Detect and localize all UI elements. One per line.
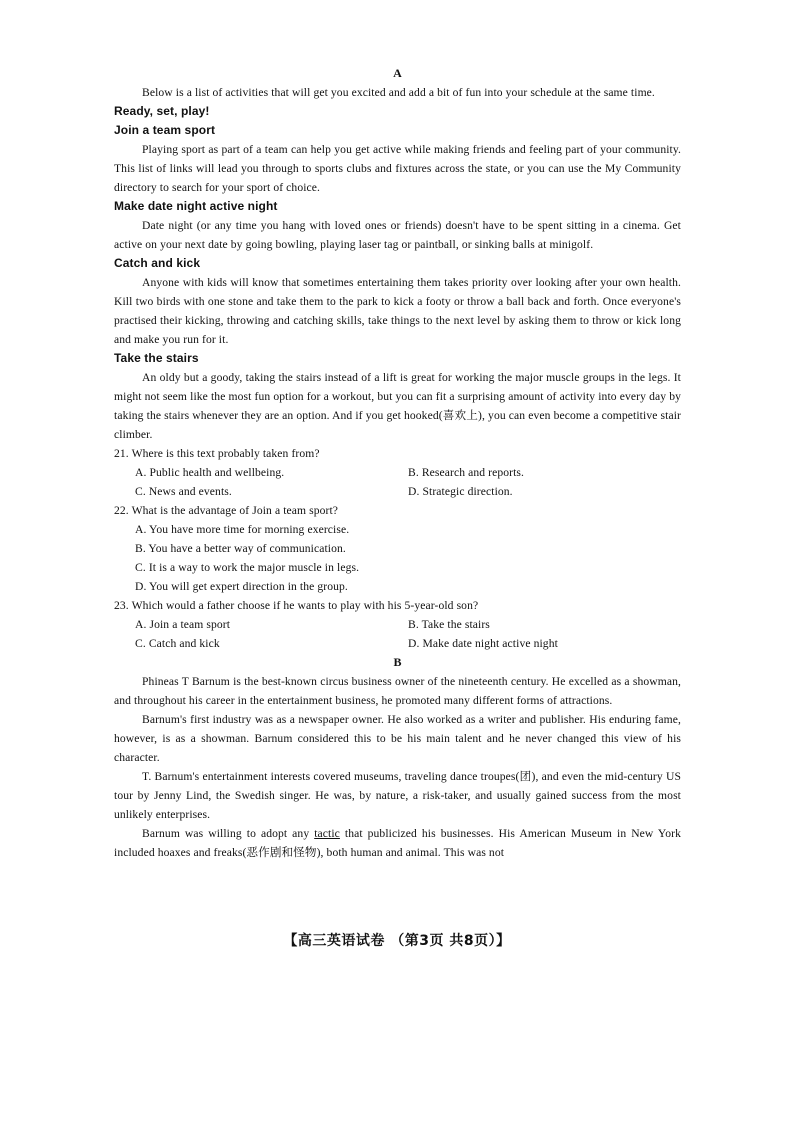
question-22-option-b[interactable]: B. You have a better way of communication. bbox=[135, 542, 346, 555]
question-21-stem: 21. Where is this text probably taken from? bbox=[114, 447, 320, 460]
question-23-option-b[interactable]: B. Take the stairs bbox=[408, 618, 490, 631]
paragraph-4-text-before: Barnum was willing to adopt any bbox=[142, 827, 315, 840]
question-23-option-d[interactable]: D. Make date night active night bbox=[408, 637, 558, 650]
question-22-option-a[interactable]: A. You have more time for morning exercise. bbox=[135, 523, 350, 536]
question-23-options-row-1 bbox=[114, 615, 681, 634]
page-footer: 【高三英语试卷 （第3页 共8页）】 bbox=[283, 933, 511, 949]
question-21-options-row-2 bbox=[114, 482, 681, 501]
question-22-stem: 22. What is the advantage of Join a team sport? bbox=[114, 504, 339, 517]
question-23-options-row-2 bbox=[114, 634, 681, 653]
question-21-option-a[interactable]: A. Public health and wellbeing. bbox=[135, 466, 285, 479]
question-23-stem: 23. Which would a father choose if he wants to play with his 5-year-old son? bbox=[114, 599, 479, 612]
paragraph-4-text-after: that publicized his businesses. His American Museum in New York included hoaxes and freaks(恶作剧和怪物), both human and animal. This was not bbox=[114, 827, 681, 859]
section-a-intro: Below is a list of activities that will get you excited and add a bit of fun into your schedule at the same time. bbox=[142, 86, 655, 99]
activity-text-stairs: An oldy but a goody, taking the stairs instead of a lift is great for working the major muscle groups in the legs. It might not seem like the most fun option for a workout, but you can fit a surprising amount of activity into every day by taking the stairs whenever they are an option. And if you get hooked(喜欢上), you can even become a competitive stair climber. bbox=[114, 371, 681, 441]
activity-heading-team-sport: Join a team sport bbox=[114, 123, 216, 137]
question-22-option-d[interactable]: D. You will get expert direction in the group. bbox=[135, 580, 348, 593]
ready-set-play-heading: Ready, set, play! bbox=[114, 104, 210, 118]
question-23-option-c[interactable]: C. Catch and kick bbox=[135, 637, 220, 650]
activity-heading-date-night: Make date night active night bbox=[114, 199, 278, 213]
question-23-option-a[interactable]: A. Join a team sport bbox=[135, 618, 231, 631]
section-b-paragraph-1: Phineas T Barnum is the best-known circus business owner of the nineteenth century. He excelled as a showman, and throughout his career in the entertainment business, he promoted many different forms of attractions. bbox=[114, 675, 681, 707]
section-b-paragraph-2: Barnum's first industry was as a newspaper owner. He also worked as a writer and publisher. His enduring fame, however, is as a showman. Barnum considered this to be his main talent and he never changed this view of his character. bbox=[114, 713, 681, 764]
activity-heading-stairs: Take the stairs bbox=[114, 351, 199, 365]
question-21-option-c[interactable]: C. News and events. bbox=[135, 485, 232, 498]
section-b-paragraph-4 bbox=[114, 824, 681, 862]
activity-text-date-night: Date night (or any time you hang with loved ones or friends) doesn't have to be spent sitting in a cinema. Get active on your next date by going bowling, playing laser tag or paintball, or sinking balls at minigolf. bbox=[114, 219, 681, 251]
activity-heading-catch-kick: Catch and kick bbox=[114, 256, 201, 270]
section-a-label: A bbox=[393, 66, 402, 80]
question-21-option-b[interactable]: B. Research and reports. bbox=[408, 466, 525, 479]
exam-page-content bbox=[114, 64, 681, 862]
underlined-word-tactic: tactic bbox=[314, 827, 340, 840]
question-21-option-d[interactable]: D. Strategic direction. bbox=[408, 485, 513, 498]
section-b-label: B bbox=[393, 655, 402, 669]
activity-text-team-sport: Playing sport as part of a team can help you get active while making friends and feeling part of your community. This list of links will lead you through to sports clubs and fixtures across the state, or you can use the My Community directory to search for your sport of choice. bbox=[114, 143, 681, 194]
question-21-options-row-1 bbox=[114, 463, 681, 482]
section-b-paragraph-3: T. Barnum's entertainment interests covered museums, traveling dance troupes(团), and even the mid-century US tour by Jenny Lind, the Swedish singer. He was, by nature, a risk-taker, and usually gained success from the most unlikely enterprises. bbox=[114, 770, 681, 821]
question-22-option-c[interactable]: C. It is a way to work the major muscle in legs. bbox=[135, 561, 360, 574]
activity-text-catch-kick: Anyone with kids will know that sometimes entertaining them takes priority over looking after your own health. Kill two birds with one stone and take them to the park to kick a footy or throw a ball back and forth. Once everyone's practised their kicking, throwing and catching skills, take things to the next level by asking them to throw or kick long and make you run for it. bbox=[114, 276, 681, 346]
